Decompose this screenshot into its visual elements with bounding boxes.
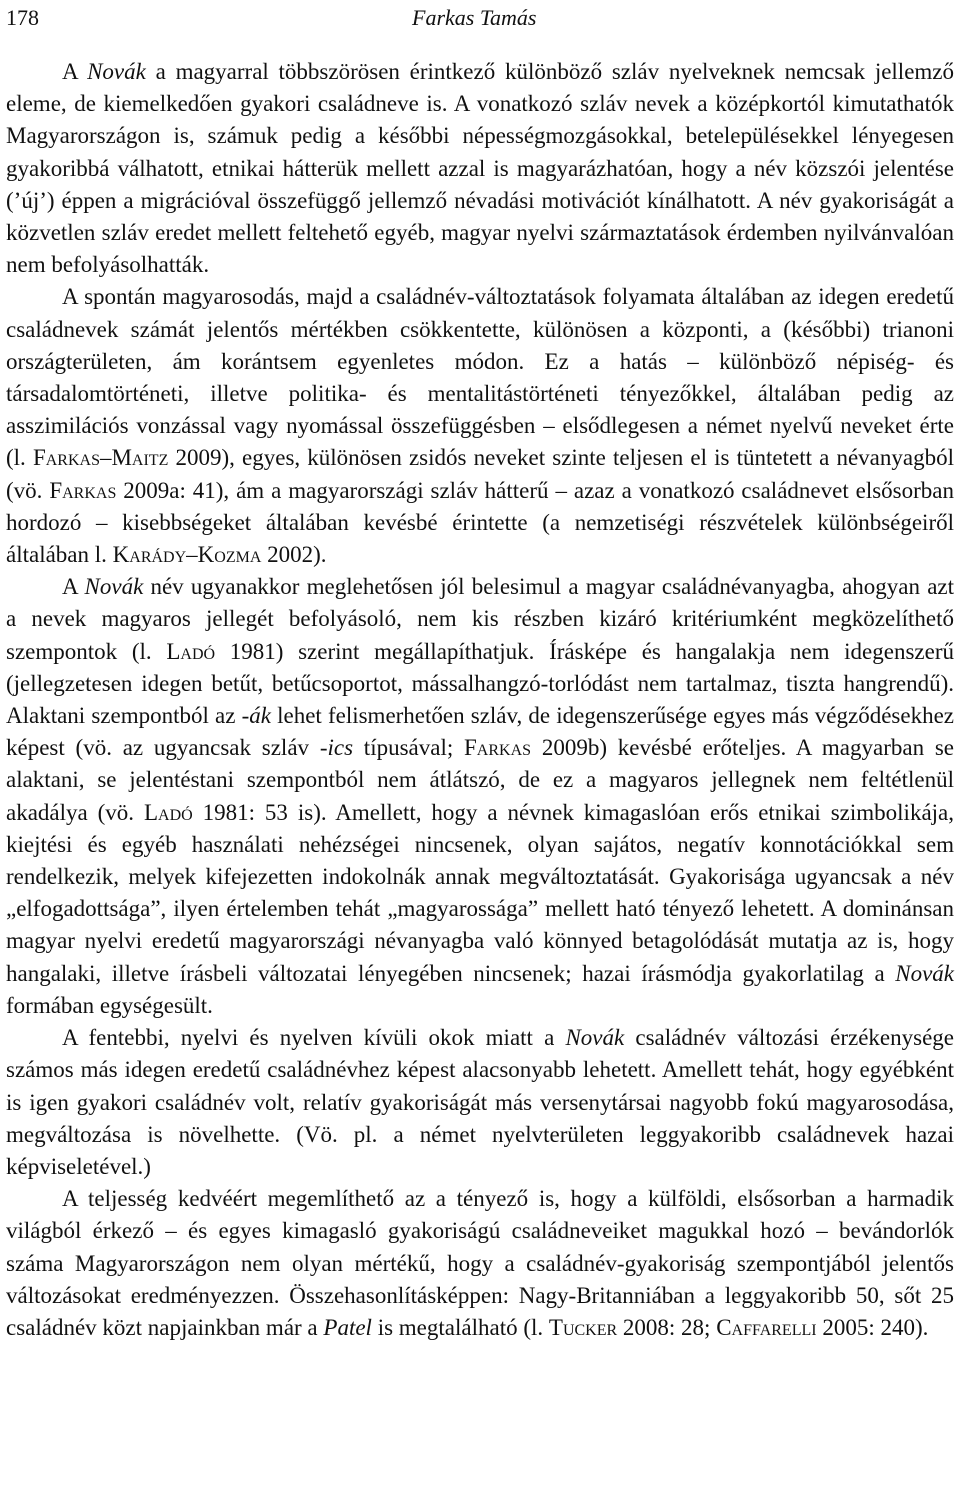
text-run: 2005: 240). [816,1314,929,1340]
text-run: 2009a: 41), ám a magyarországi szláv hátterű – azaz a vonatkozó családnevet elsősorban hordozó – kisebbségeket általában kevésbé érintette (a nemzetiségi részvételek különbségeiről általában l. [6,477,954,568]
text-run: 2008: 28; [617,1314,717,1340]
text-run: 2009), egyes, különösen zsidós neveket szinte teljesen el is tüntetett a névanyagból (vö. [6,445,954,503]
page [6,0,954,1344]
text-run: lehet felismerhetően szláv, de idegenszerűsége egyes más végződésekhez képest (vö. az ugyancsak szláv [6,703,955,761]
paragraph-3 [6,571,954,1022]
text-run: 1981) szerint megállapíthatjuk. Írásképe és hangalakja nem idegenszerű (jellegzetesen idegen betűt, betűcsoportot, mássalhangzó-torlódást nem tartalmaz, tiszta hangrendű). Alaktani szempontból az [6,638,954,729]
italic-term: Patel [323,1314,372,1340]
text-run: családnév változási érzékenysége számos más idegen eredetű családnévhez képest alacsonyabb lehetett. Amellett tehát, hogy egyébként is igen gyakori családnév volt, relatív gyakoriságát más versenytársai nagyobb fokú magyarosodása, megváltozása is növelhette. (Vö. pl. a német nyelvterületen leggyakoribb családnevek hazai képviseletével.) [6,1025,954,1179]
paragraph-2 [6,281,954,571]
citation-author: Farkas–Maitz [32,445,169,471]
text-run: formában egységesült. [6,992,213,1018]
italic-term: Novák [895,960,954,986]
body-text [6,56,954,1344]
italic-term: Novák [87,59,146,84]
citation-author: Farkas [464,735,532,761]
paragraph-1 [6,56,954,281]
paragraph-5 [6,1183,954,1344]
text-run: A teljesség kedvéért megemlíthető az a tényező is, hogy a külföldi, elsősorban a harmadik világból érkező – és egyes kimagasló gyakoriságú családneveiket magukkal hozó – bevándorlók száma Magyarországon nem olyan mértékű, hogy a családnév-gyakoriság szempontjából jelentős változásokat eredményezzen. Összehasonlításképpen: Nagy-Britanniában a leggyakoribb 50, sőt 25 családnév közt napjainkban már a [6,1186,954,1340]
text-run: is megtalálható (l. [371,1314,549,1340]
citation-author: Farkas [49,477,117,503]
page-number: 178 [6,5,39,30]
text-run: típusával; [353,735,465,761]
paragraph-4 [6,1022,954,1183]
italic-term: -ics [319,735,354,761]
citation-author: Ladó [166,638,216,664]
text-run: A spontán magyarosodás, majd a családnév-változtatások folyamata általában az idegen eredetű családnevek számát jelentős mértékben csökkentette, különösen a központi, a (későbbi) trianoni országterületen, ám korántsem egyenletes módon. Ez a hatás – különböző népiség- és társadalomtörténeti, illetve politika- és mentalitástörténeti tényezőkkel, általában pedig az asszimilációs vonzással vagy nyomással összefüggésben – elsődlegesen a német nyelvű neveket érte (l. [6,284,954,471]
text-run: 2002). [261,542,327,568]
page-header [6,0,954,36]
running-head: Farkas Tamás [412,5,537,30]
text-run: 2009b) kevésbé erőteljes. A magyarban se alaktani, se jelentéstani szempontból nem átlátszó, de ez a magyaros jellegnek nem feltétlenül akadálya (vö. [6,735,955,825]
italic-term: -ák [241,703,271,729]
text-run: a magyarral többszörösen érintkező különböző szláv nyelveknek nemcsak jellemző eleme, de kiemelkedően gyakori családneve is. A vonatkozó szláv nevek a középkortól kimutathatók Magyarországon is, számuk pedig a későbbi népességmozgásokkal, betelepülésekkel lényegesen gyakoribbá válhatott, etnikai hátterük mellett azzal is magyarázhatóan, hogy a név közszói jelentése (’új’) éppen a migrációval összefüggő jellemző névadási motivációt kínálhatott. A név gyakoriságát a közvetlen szláv eredet mellett feltehető egyéb, magyar nyelvi származtatások érdemben nyilvánvalóan nem befolyásolhatták. [6,59,954,278]
italic-term: Novák [565,1025,625,1051]
citation-author: Tucker [548,1314,618,1340]
text-run: 1981: 53 is). Amellett, hogy a névnek kimagaslóan erős etnikai szimbolikája, kiejtési és egyéb használati nehézségei nincsenek, olyan sajátos, negatív konnotációkkal sem rendelkezik, melyek kifejezetten indokolnák annak megváltoztatását. Gyakorisága ugyancsak a név „elfogadottsága”, ilyen értelemben tehát „magyarossága” mellett ható tényező lehetett. A dominánsan magyar nyelvi eredetű magyarországi névanyagba való könnyed betagolódását mutatja az is, hogy hangalaki, illetve írásbeli változatai lényegében nincsenek; hazai írásmódja gyakorlatilag a [6,799,954,986]
italic-term: Novák [84,574,144,600]
citation-author: Ladó [143,799,193,825]
text-run: A [62,59,88,84]
text-run: A [62,574,85,600]
text-run: A fentebbi, nyelvi és nyelven kívüli okok miatt a [62,1025,566,1051]
citation-author: Karády–Kozma [112,542,262,568]
text-run: név ugyanakkor meglehetősen jól belesimul a magyar családnévanyagba, ahogyan azt a nevek magyaros jellegét befolyásoló, nem kis részben kizáró kritériumként megközelíthető szempontok (l. [6,574,954,664]
citation-author: Caffarelli [716,1314,817,1340]
